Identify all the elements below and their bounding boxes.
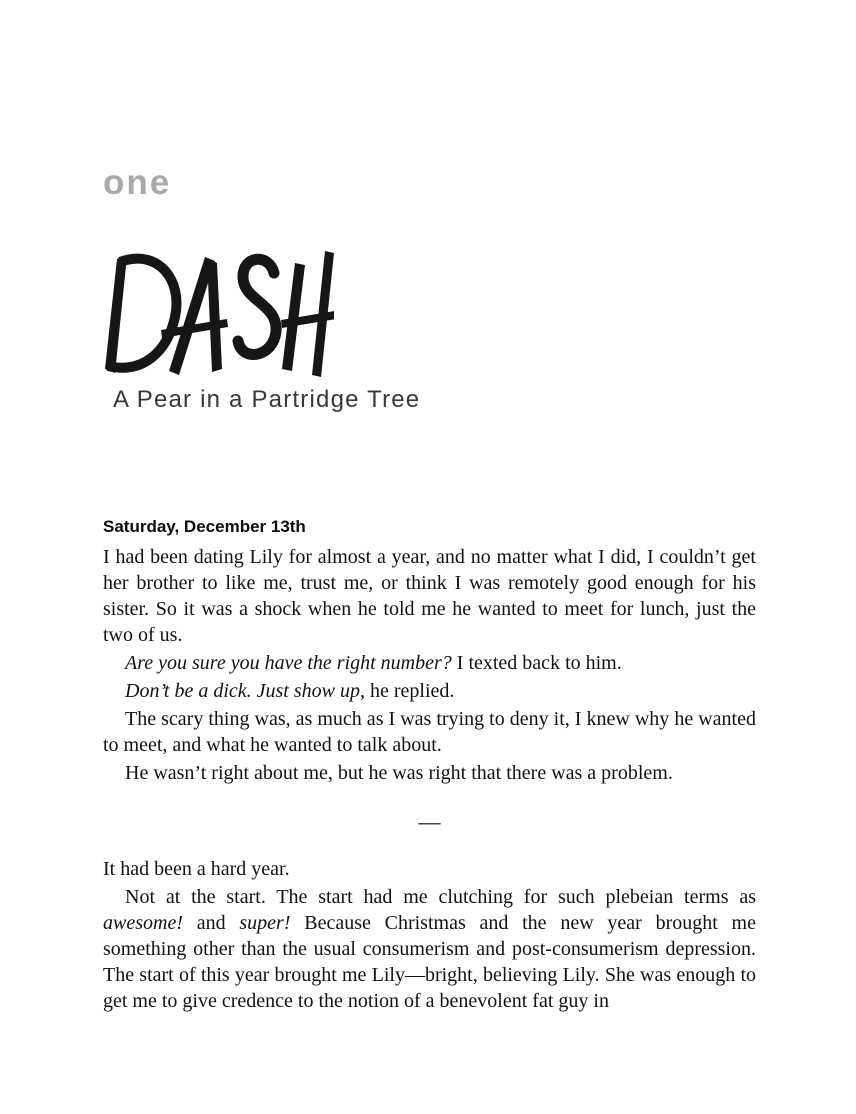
paragraph bbox=[103, 650, 756, 676]
italic-text: awesome! bbox=[103, 912, 183, 934]
body-text-segment: It had been a hard year. bbox=[103, 858, 290, 880]
italic-text: Don’t be a dick. Just show up bbox=[125, 680, 360, 702]
dash-brush-lettering-icon bbox=[102, 250, 334, 378]
body-text-segment: Because Christmas and the new year brought me something other than the usual consumerism and post-consumerism depression. The start of this year brought me Lily—bright, believing Lily. She was enough to get me to give credence to the notion of a benevolent fat guy in bbox=[103, 912, 756, 1012]
body-text-segment: The scary thing was, as much as I was trying to deny it, I knew why he wanted to meet, and what he wanted to talk about. bbox=[103, 708, 756, 756]
body-text-segment: I texted back to him. bbox=[451, 652, 622, 674]
chapter-title-dash bbox=[102, 250, 334, 378]
body-text-segment: and bbox=[182, 912, 240, 934]
body-text-segment: Not at the start. The start had me clutching for such plebeian terms as bbox=[125, 886, 756, 908]
body-text-segment: , he replied. bbox=[359, 680, 455, 702]
paragraph bbox=[103, 706, 756, 758]
italic-text: Are you sure you have the right number? bbox=[125, 652, 452, 674]
paragraph bbox=[103, 884, 756, 1014]
italic-text: super! bbox=[239, 912, 291, 934]
date-heading: Saturday, December 13th bbox=[103, 517, 306, 536]
paragraph bbox=[103, 678, 756, 704]
section-two bbox=[103, 856, 756, 1014]
body-text bbox=[103, 517, 756, 1016]
section-one bbox=[103, 544, 756, 786]
chapter-subtitle: A Pear in a Partridge Tree bbox=[113, 386, 421, 413]
section-break-dash: — bbox=[418, 809, 441, 834]
paragraph bbox=[103, 856, 756, 882]
body-text-segment: He wasn’t right about me, but he was right that there was a problem. bbox=[125, 762, 673, 784]
paragraph bbox=[103, 544, 756, 648]
chapter-number: one bbox=[103, 163, 172, 202]
paragraph bbox=[103, 760, 756, 786]
body-text-segment: I had been dating Lily for almost a year, and no matter what I did, I couldn’t get her brother to like me, trust me, or think I was remotely good enough for his sister. So it was a shock when he told me he wanted to meet for lunch, just the two of us. bbox=[103, 546, 756, 646]
